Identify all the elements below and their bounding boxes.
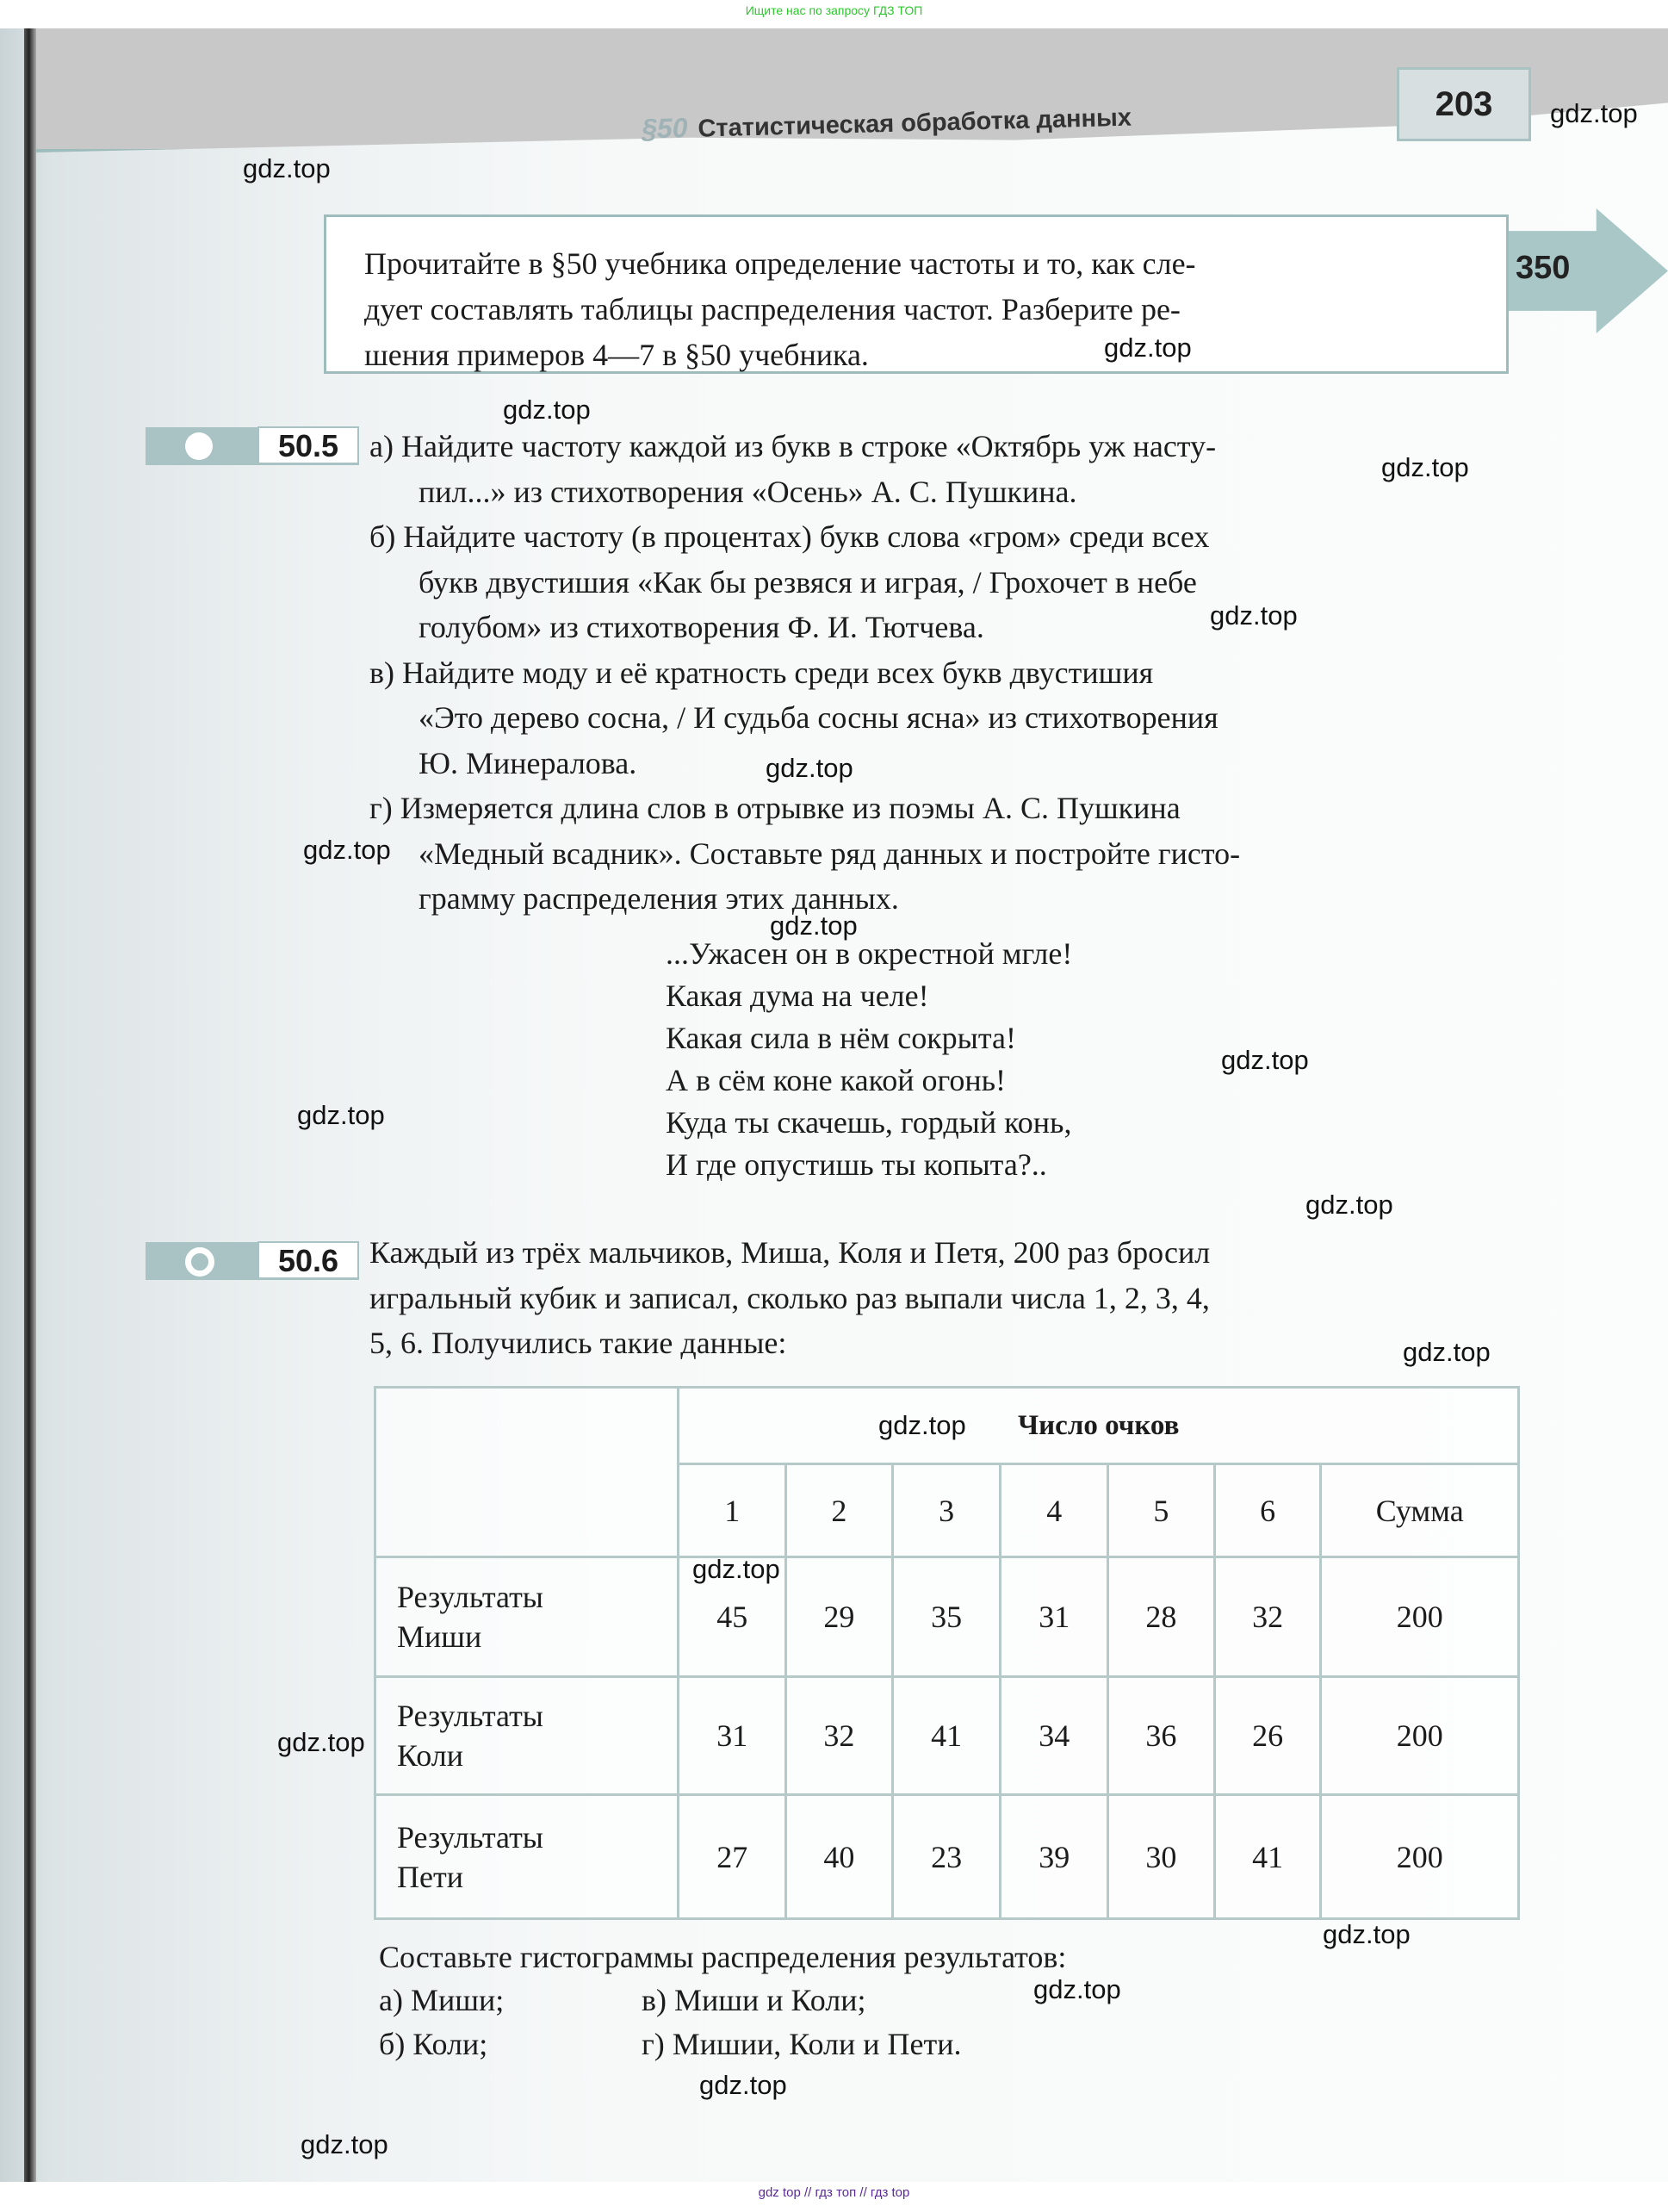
histogram-prompt: Составьте гистограммы распределения результатов: — [379, 1940, 1067, 1974]
watermark: gdz.top — [1033, 1974, 1121, 2004]
text-line: пил...» из стихотворения «Осень» А. С. Пушкина. — [419, 474, 1077, 509]
text-line: а) Найдите частоту каждой из букв в строке «Октябрь уж насту- — [369, 429, 1217, 463]
watermark: gdz.top — [277, 1727, 365, 1757]
watermark: gdz.top — [1403, 1337, 1491, 1367]
page-number: 203 — [1397, 67, 1531, 141]
task-50-5-text — [369, 424, 1516, 922]
cell: 28 — [1108, 1557, 1215, 1677]
cell: 32 — [786, 1677, 893, 1795]
cell: 35 — [892, 1557, 1001, 1677]
dice-results-table — [374, 1386, 1520, 1920]
task-label-50-6 — [146, 1242, 359, 1280]
poem-line: И где опустишь ты копыта?.. — [666, 1147, 1047, 1182]
cell: 30 — [1108, 1795, 1215, 1919]
row-label — [375, 1557, 679, 1677]
top-banner: Ищите нас по запросу ГДЗ ТОП — [745, 3, 923, 17]
book-spine — [24, 28, 36, 2182]
text-line: Каждый из трёх мальчиков, Миша, Коля и Петя, 200 раз бросил — [369, 1235, 1211, 1270]
watermark: gdz.top — [303, 835, 391, 865]
text-line: г) Измеряется длина слов в отрывке из поэмы А. С. Пушкина — [369, 791, 1181, 825]
column-header: 3 — [892, 1464, 1001, 1557]
sum-cell: 200 — [1321, 1677, 1519, 1795]
text-line: грамму распределения этих данных. — [419, 881, 899, 916]
cell: 39 — [1001, 1795, 1108, 1919]
watermark: gdz.top — [1381, 452, 1469, 482]
text-line: голубом» из стихотворения Ф. И. Тютчева. — [419, 610, 984, 644]
watermark: gdz.top — [1323, 1919, 1411, 1949]
table-corner-cell — [375, 1388, 679, 1557]
watermark: gdz.top — [1210, 600, 1298, 631]
column-header: 2 — [786, 1464, 893, 1557]
column-header: 5 — [1108, 1464, 1215, 1557]
cell: 27 — [679, 1795, 786, 1919]
text-line: «Медный всадник». Составьте ряд данных и постройте гисто- — [419, 836, 1241, 871]
cell: 41 — [1214, 1795, 1321, 1919]
watermark: gdz.top — [878, 1410, 966, 1440]
cell: 29 — [786, 1557, 893, 1677]
task-label-50-5 — [146, 427, 359, 465]
watermark: gdz.top — [766, 753, 853, 783]
column-header: 4 — [1001, 1464, 1108, 1557]
cell: 36 — [1108, 1677, 1215, 1795]
note-line: шения примеров 4—7 в §50 учебника. — [364, 338, 869, 372]
row-label — [375, 1677, 679, 1795]
group-header: Число очков — [679, 1388, 1519, 1464]
watermark: gdz.top — [297, 1100, 385, 1130]
text-line: б) Найдите частоту (в процентах) букв слова «гром» среди всех — [369, 519, 1210, 554]
option-a: а) Миши; — [379, 1983, 505, 2017]
cell: 41 — [892, 1677, 1001, 1795]
reference-page-number: 350 — [1516, 250, 1571, 286]
row-label-line: Результаты — [397, 1819, 543, 1855]
row-label-line: Коли — [397, 1738, 463, 1773]
sum-cell: 200 — [1321, 1795, 1519, 1919]
watermark: gdz.top — [1221, 1045, 1309, 1075]
sum-header: Сумма — [1321, 1464, 1519, 1557]
watermark: gdz.top — [699, 2070, 787, 2100]
section-number: §50 — [641, 112, 688, 145]
poem-line: Какая сила в нём сокрыта! — [666, 1021, 1017, 1055]
option-g: г) Мишии, Коли и Пети. — [642, 2027, 962, 2061]
text-line: в) Найдите моду и её кратность среди всех букв двустишия — [369, 655, 1154, 690]
text-line: 5, 6. Получились такие данные: — [369, 1326, 787, 1360]
cell: 31 — [679, 1677, 786, 1795]
task-50-6-text — [369, 1230, 1516, 1366]
difficulty-circle-icon — [185, 432, 213, 460]
cell: 26 — [1214, 1677, 1321, 1795]
table-row — [375, 1795, 1519, 1919]
text-line: игральный кубик и записал, сколько раз выпали числа 1, 2, 3, 4, — [369, 1280, 1210, 1315]
poem-line: Какая дума на челе! — [666, 979, 929, 1013]
row-label-line: Результаты — [397, 1580, 543, 1614]
watermark: gdz.top — [1550, 98, 1638, 128]
cell: 31 — [1001, 1557, 1108, 1677]
watermark: gdz.top — [1104, 332, 1192, 363]
text-line: «Это дерево сосна, / И судьба сосны ясна» из стихотворения — [419, 700, 1218, 735]
cell: 45 — [679, 1557, 786, 1677]
column-header: 1 — [679, 1464, 786, 1557]
watermark: gdz.top — [301, 2129, 388, 2159]
bottom-banner: gdz top // гдз топ // гдз top — [758, 2185, 910, 2200]
poem-line: Куда ты скачешь, гордый конь, — [666, 1105, 1072, 1140]
note-line: Прочитайте в §50 учебника определение частоты и то, как сле- — [364, 246, 1196, 281]
sum-cell: 200 — [1321, 1557, 1519, 1677]
reading-note-box — [324, 214, 1509, 374]
watermark: gdz.top — [503, 395, 591, 425]
cell: 34 — [1001, 1677, 1108, 1795]
watermark: gdz.top — [770, 910, 858, 941]
text-line: букв двустишия «Как бы резвяся и играя, / Грохочет в небе — [419, 564, 1197, 600]
poem-excerpt — [666, 933, 1072, 1186]
cell: 40 — [786, 1795, 893, 1919]
option-b: б) Коли; — [379, 2027, 488, 2061]
table-row — [375, 1557, 1519, 1677]
note-line: дует составлять таблицы распределения частот. Разберите ре- — [364, 292, 1181, 326]
watermark: gdz.top — [692, 1554, 780, 1584]
cell: 23 — [892, 1795, 1001, 1919]
row-label-line: Результаты — [397, 1699, 543, 1733]
column-header: 6 — [1214, 1464, 1321, 1557]
text-line: Ю. Минералова. — [419, 745, 637, 780]
watermark: gdz.top — [1305, 1190, 1393, 1220]
option-v: в) Миши и Коли; — [642, 1983, 866, 2017]
task-number: 50.6 — [257, 1241, 359, 1279]
watermark: gdz.top — [243, 153, 331, 183]
row-label-line: Миши — [397, 1619, 482, 1654]
table-row — [375, 1677, 1519, 1795]
poem-line: А в сём коне какой огонь! — [666, 1063, 1007, 1097]
section-title-text: Статистическая обработка данных — [698, 103, 1132, 143]
poem-line: ...Ужасен он в окрестной мгле! — [666, 936, 1073, 971]
task-number: 50.5 — [257, 426, 359, 464]
row-label-line: Пети — [397, 1859, 463, 1894]
difficulty-circle-icon — [185, 1247, 214, 1277]
row-label — [375, 1795, 679, 1919]
cell: 32 — [1214, 1557, 1321, 1677]
